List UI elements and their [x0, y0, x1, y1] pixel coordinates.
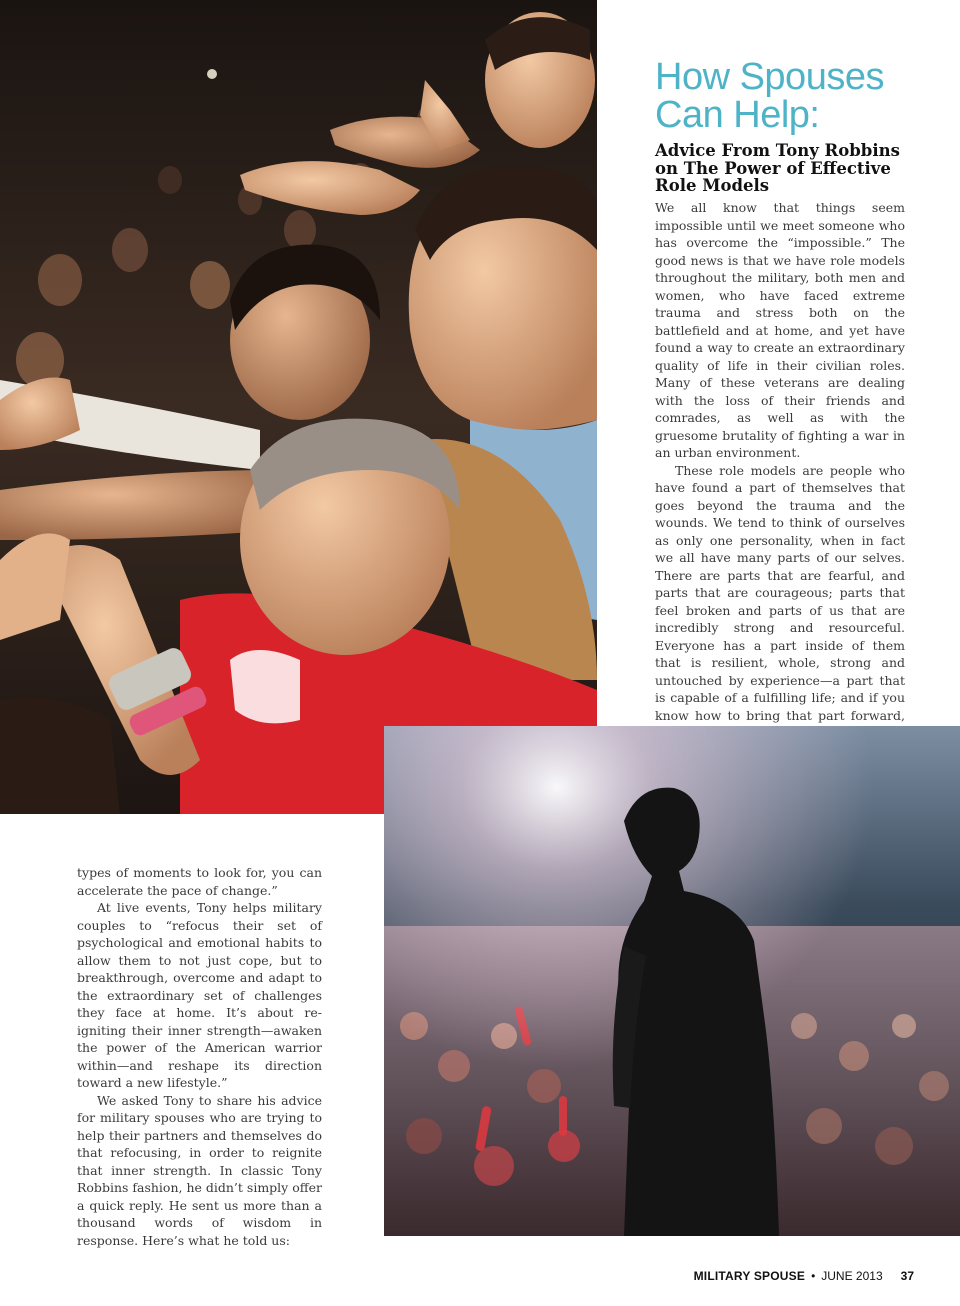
subhead-line-2: on The Power of Effective	[655, 158, 891, 178]
right-paragraph-2-text: These role models are people who have found a part of themselves that goes beyond the trauma and the wounds. We tend to think of ourselves as only one personality, when in fact we all have many parts of our selves. There are parts that are fearful, and parts that are courageous; parts that feel broken and parts of us that are incredibly strong and resourceful. Everyone has a part inside of them that is resilient, whole, strong and untouched by experience—a part that is capable of a fulfilling life; and if you know how to bring that part forward,	[655, 462, 905, 723]
article-headline	[655, 58, 915, 134]
page-footer	[694, 1269, 914, 1283]
article-subhead	[655, 142, 915, 195]
left-paragraph-1: types of moments to look for, you can accelerate the pace of change.”	[77, 865, 322, 898]
speaker-illustration	[384, 726, 960, 1236]
left-paragraph-2: At live events, Tony helps military couples to “refocus their set of psychological and emotional habits to allow them to not just cope, but to breakthrough, overcome and adapt to the extraordinary set of challenges they face at home. It’s about re-igniting their inner strength—awaken the power of the American warrior within—and reshape its direction toward a new lifestyle.”	[77, 900, 322, 1090]
subhead-line-3: Role Models	[655, 176, 770, 195]
headline-line-1: How Spouses	[655, 56, 884, 98]
issue-date: JUNE 2013	[821, 1269, 883, 1283]
right-body-column	[655, 199, 905, 760]
page-number: 37	[900, 1269, 914, 1283]
magazine-name: MILITARY SPOUSE	[693, 1269, 806, 1283]
left-body-column	[77, 864, 322, 1249]
headline-line-2: Can Help:	[655, 94, 820, 136]
crowd-illustration	[0, 0, 597, 814]
crowd-photo	[0, 0, 597, 814]
right-paragraph-2	[655, 462, 905, 761]
right-paragraph-1: We all know that things seem impossible until we meet someone who has overcome the “impossible.” The good news is that we have role models throughout the military, both men and women, who have faced extreme trauma and stress both on the battlefield and at home, and yet have found a way to create an extraordinary quality of life in their civilian roles. Many of these veterans are dealing with the loss of their friends and comrades, as well as with the gruesome brutality of fighting a war in an urban environment.	[655, 200, 905, 460]
subhead-line-1: Advice From Tony Robbins	[655, 141, 900, 160]
footer-bullet: •	[811, 1269, 816, 1283]
speaker-photo	[384, 726, 960, 1236]
left-paragraph-3: We asked Tony to share his advice for military spouses who are trying to help their partners and themselves do that refocusing, in order to reignite that inner strength. In classic Tony Robbins fashion, he didn’t simply offer a quick reply. He sent us more than a thousand words of wisdom in response. Here’s what he told us:	[77, 1092, 322, 1248]
